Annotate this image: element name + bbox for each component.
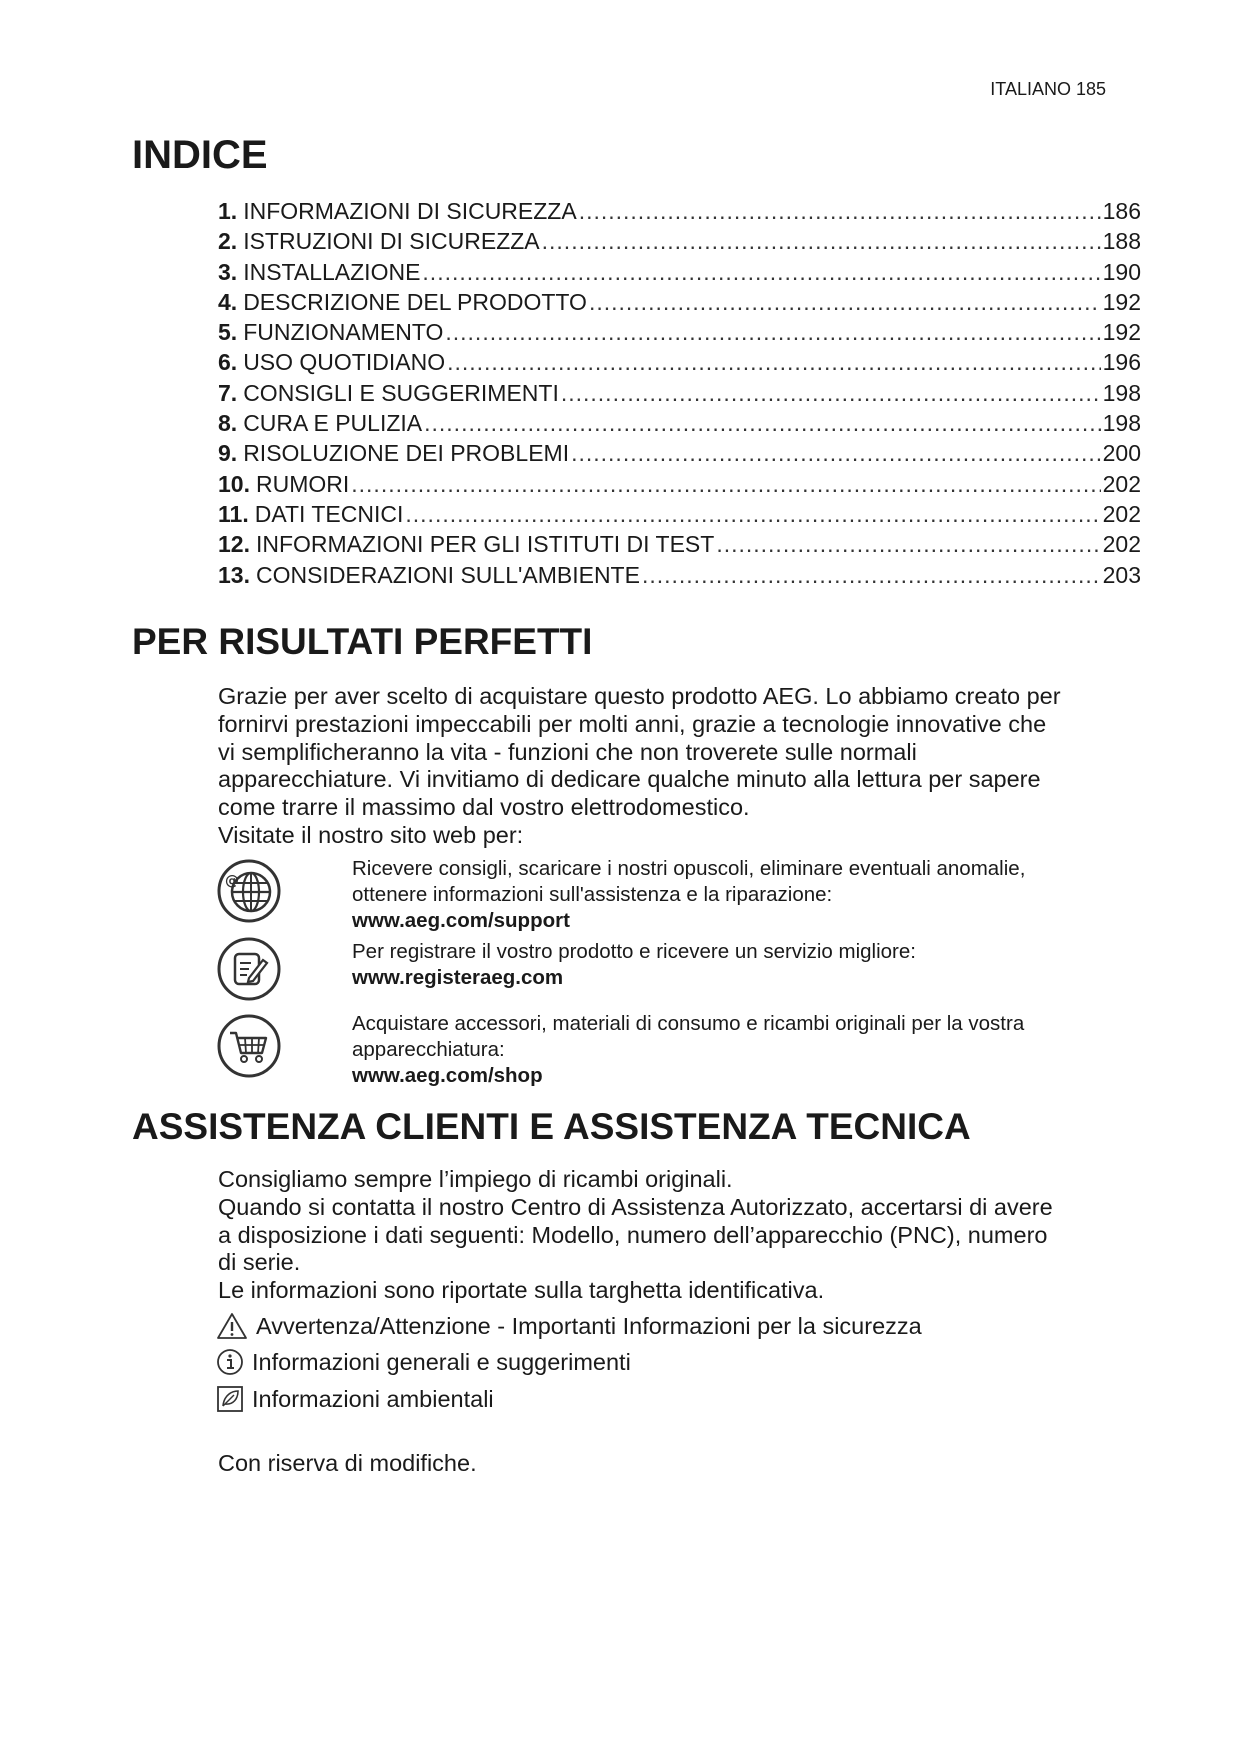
support-link[interactable]: www.aeg.com/support xyxy=(352,909,570,932)
toc-item-page: 192 xyxy=(1102,319,1141,346)
toc-item-page: 198 xyxy=(1102,379,1141,406)
toc-item-page: 203 xyxy=(1102,561,1141,588)
toc-item[interactable] xyxy=(218,319,1141,349)
support-text-line: Ricevere consigli, scaricare i nostri opuscoli, eliminare eventuali anomalie, xyxy=(352,857,1026,880)
toc-leader-dots xyxy=(424,410,1101,437)
page-header-label: ITALIANO 185 xyxy=(990,79,1106,99)
assistance-line: a disposizione i dati seguenti: Modello, numero dell’apparecchio (PNC), numero xyxy=(218,1221,1048,1248)
assistance-line: Quando si contatta il nostro Centro di Assistenza Autorizzato, accertarsi di avere xyxy=(218,1193,1053,1220)
toc-item[interactable] xyxy=(218,562,1141,592)
register-text-line: Per registrare il vostro prodotto e ricevere un servizio migliore: xyxy=(352,940,916,963)
toc-item-label: ISTRUZIONI DI SICUREZZA xyxy=(243,228,540,255)
toc-item-label: CONSIGLI E SUGGERIMENTI xyxy=(243,379,559,406)
shop-link[interactable]: www.aeg.com/shop xyxy=(352,1064,543,1087)
info-icon xyxy=(216,1348,244,1376)
legend-warning-text: Avvertenza/Attenzione - Importanti Informazioni per la sicurezza xyxy=(256,1312,922,1339)
toc-item-number: 7. xyxy=(218,379,238,406)
toc-item[interactable] xyxy=(218,531,1141,561)
toc-item-page: 198 xyxy=(1102,410,1141,437)
toc-item[interactable] xyxy=(218,259,1141,289)
toc-item[interactable] xyxy=(218,289,1141,319)
toc-item-number: 9. xyxy=(218,440,238,467)
assistance-line: Consigliamo sempre l’impiego di ricambi originali. xyxy=(218,1166,733,1192)
environment-leaf-icon xyxy=(216,1385,244,1413)
toc-leader-dots xyxy=(445,319,1100,346)
toc-item-label: RUMORI xyxy=(255,470,350,497)
results-title: PER RISULTATI PERFETTI xyxy=(132,621,593,662)
toc-item-label: INFORMAZIONI PER GLI ISTITUTI DI TEST xyxy=(255,531,715,558)
toc-leader-dots xyxy=(447,349,1101,376)
toc-leader-dots xyxy=(405,501,1100,528)
index-title: INDICE xyxy=(132,133,268,177)
warning-triangle-icon xyxy=(216,1312,248,1340)
footer-note: Con riserva di modifiche. xyxy=(218,1450,477,1476)
toc-item-number: 5. xyxy=(218,319,238,346)
assistance-line: di serie. xyxy=(218,1249,301,1276)
intro-line: Grazie per aver scelto di acquistare questo prodotto AEG. Lo abbiamo creato per xyxy=(218,683,1061,709)
toc-item-page: 202 xyxy=(1102,500,1141,527)
toc-item-label: INSTALLAZIONE xyxy=(243,258,421,285)
toc-item-label: CURA E PULIZIA xyxy=(243,410,423,437)
toc-item-label: RISOLUZIONE DEI PROBLEMI xyxy=(243,440,570,467)
visit-website-text: Visitate il nostro sito web per: xyxy=(218,822,524,848)
shopping-cart-icon xyxy=(216,1013,282,1079)
toc-leader-dots xyxy=(589,289,1101,316)
toc-item[interactable] xyxy=(218,471,1141,501)
toc-leader-dots xyxy=(571,440,1101,467)
toc-item-page: 196 xyxy=(1102,349,1141,376)
intro-line: come trarre il massimo dal vostro elettrodomestico. xyxy=(218,794,750,821)
legend-warning xyxy=(216,1312,922,1340)
toc-leader-dots xyxy=(716,531,1100,558)
shop-info xyxy=(352,1011,1132,1089)
toc-item-label: USO QUOTIDIANO xyxy=(243,349,446,376)
legend-environment xyxy=(216,1385,494,1413)
register-info xyxy=(352,939,1132,991)
toc-item[interactable] xyxy=(218,228,1141,258)
toc-item-page: 190 xyxy=(1102,258,1141,285)
toc-item-number: 12. xyxy=(218,531,250,558)
intro-line: apparecchiature. Vi invitiamo di dedicare qualche minuto alla lettura per sapere xyxy=(218,766,1041,793)
toc-leader-dots xyxy=(351,471,1100,498)
toc-item-page: 188 xyxy=(1102,228,1141,255)
shop-text-line: Acquistare accessori, materiali di consumo e ricambi originali per la vostra xyxy=(352,1012,1025,1035)
legend-info xyxy=(216,1348,631,1376)
assistance-paragraph xyxy=(218,1166,1138,1305)
toc-item-number: 2. xyxy=(218,228,238,255)
toc-item-label: DATI TECNICI xyxy=(254,500,404,527)
toc-item[interactable] xyxy=(218,440,1141,470)
toc-item-label: CONSIDERAZIONI SULL'AMBIENTE xyxy=(255,561,640,588)
toc-item-number: 13. xyxy=(218,561,250,588)
toc-item-label: FUNZIONAMENTO xyxy=(243,319,444,346)
intro-paragraph xyxy=(218,683,1138,822)
assistance-title: ASSISTENZA CLIENTI E ASSISTENZA TECNICA xyxy=(132,1106,971,1147)
table-of-contents xyxy=(218,198,1141,592)
support-text-line: ottenere informazioni sull'assistenza e la riparazione: xyxy=(352,883,833,906)
toc-item-number: 8. xyxy=(218,410,238,437)
toc-leader-dots xyxy=(542,228,1101,255)
toc-item-label: DESCRIZIONE DEL PRODOTTO xyxy=(243,288,587,315)
toc-item[interactable] xyxy=(218,380,1141,410)
toc-item[interactable] xyxy=(218,349,1141,379)
toc-item-number: 4. xyxy=(218,288,238,315)
legend-environment-text: Informazioni ambientali xyxy=(252,1385,494,1412)
support-info xyxy=(352,856,1132,934)
toc-item-page: 200 xyxy=(1102,440,1141,467)
toc-item-label: INFORMAZIONI DI SICUREZZA xyxy=(243,198,577,224)
globe-icon xyxy=(216,858,282,924)
toc-leader-dots xyxy=(642,562,1101,589)
toc-item[interactable] xyxy=(218,501,1141,531)
toc-leader-dots xyxy=(422,259,1100,286)
svg-text:@: @ xyxy=(225,873,239,889)
intro-line: vi semplificheranno la vita - funzioni che non troverete sulle normali xyxy=(218,738,917,765)
toc-item-number: 3. xyxy=(218,258,238,285)
toc-item[interactable] xyxy=(218,410,1141,440)
assistance-line: Le informazioni sono riportate sulla targhetta identificativa. xyxy=(218,1277,825,1304)
toc-item-page: 192 xyxy=(1102,288,1141,315)
toc-item-number: 11. xyxy=(218,500,249,527)
register-link[interactable]: www.registeraeg.com xyxy=(352,966,564,989)
toc-item-page: 202 xyxy=(1102,470,1141,497)
toc-item-page: 186 xyxy=(1102,198,1141,224)
toc-leader-dots xyxy=(579,198,1101,225)
toc-item-number: 1. xyxy=(218,198,238,224)
legend-info-text: Informazioni generali e suggerimenti xyxy=(252,1348,631,1375)
shop-text-line: apparecchiatura: xyxy=(352,1038,505,1061)
toc-item-page: 202 xyxy=(1102,531,1141,558)
toc-item-number: 6. xyxy=(218,349,238,376)
toc-item[interactable] xyxy=(218,198,1141,228)
toc-leader-dots xyxy=(561,380,1101,407)
intro-line: fornirvi prestazioni impeccabili per molti anni, grazie a tecnologie innovative che xyxy=(218,710,1047,737)
toc-item-number: 10. xyxy=(218,470,250,497)
register-document-icon xyxy=(216,936,282,1002)
